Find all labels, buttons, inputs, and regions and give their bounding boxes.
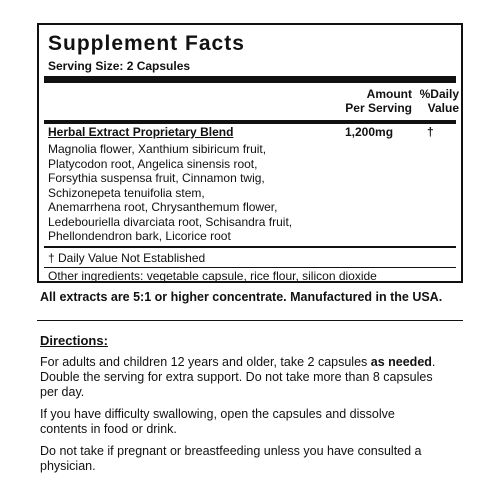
panel-title: Supplement Facts	[48, 32, 245, 55]
amount-header-line1: Amount	[366, 87, 412, 101]
concentrate-note: All extracts are 5:1 or higher concentrate. Manufactured in the USA.	[40, 290, 443, 304]
swallowing-line: contents in food or drink.	[40, 422, 177, 436]
blend-daily-value: †	[427, 125, 434, 139]
warning-line: physician.	[40, 459, 96, 473]
dv-header-line2: Value	[427, 101, 459, 115]
ingredient-line: Schizonepeta tenuifolia stem,	[48, 185, 205, 200]
thick-divider	[44, 76, 456, 83]
directions-paragraph-warning	[40, 444, 470, 474]
dosage-emphasis: as needed	[370, 355, 432, 369]
swallowing-line: If you have difficulty swallowing, open the capsules and dissolve	[40, 407, 395, 421]
ingredient-line: Phellondendron bark, Licorice root	[48, 229, 231, 243]
amount-header-line2: Per Serving	[345, 101, 412, 115]
dosage-line: per day.	[40, 385, 85, 399]
amount-header	[342, 87, 412, 115]
daily-value-note: † Daily Value Not Established	[48, 251, 206, 265]
dosage-text: For adults and children 12 years and older, take 2 capsules	[40, 355, 371, 369]
directions-paragraph-swallowing	[40, 407, 470, 437]
ingredient-list	[48, 142, 348, 244]
medium-divider	[44, 120, 456, 124]
ingredient-line: Magnolia flower, Xanthium sibiricum fruit,	[48, 142, 267, 156]
supplement-facts-panel	[37, 23, 463, 283]
dosage-line: Double the serving for extra support. Do not take more than 8 capsules	[40, 370, 433, 384]
ingredient-line: Anemarrhena root, Chrysanthemum flower,	[48, 200, 278, 214]
serving-size: Serving Size: 2 Capsules	[48, 59, 191, 73]
dosage-line	[40, 355, 470, 370]
directions-title: Directions:	[40, 333, 108, 348]
ingredient-line: Forsythia suspensa fruit, Cinnamon twig,	[48, 171, 265, 185]
ingredient-line: Platycodon root, Angelica sinensis root,	[48, 156, 258, 171]
dosage-period: .	[431, 355, 436, 369]
dv-header-line1: %Daily	[419, 87, 459, 101]
ingredient-line: Ledebouriella divarciata root, Schisandra fruit,	[48, 214, 293, 229]
blend-name: Herbal Extract Proprietary Blend	[48, 125, 234, 139]
thin-divider	[44, 267, 456, 268]
thin-divider	[44, 246, 456, 248]
other-ingredients: Other ingredients: vegetable capsule, rice flour, silicon dioxide	[48, 269, 377, 283]
warning-line: Do not take if pregnant or breastfeeding unless you have consulted a	[40, 444, 422, 458]
daily-value-header	[414, 87, 459, 115]
blend-amount: 1,200mg	[345, 125, 394, 139]
section-separator	[37, 320, 463, 321]
directions-paragraph-dosage	[40, 355, 470, 400]
